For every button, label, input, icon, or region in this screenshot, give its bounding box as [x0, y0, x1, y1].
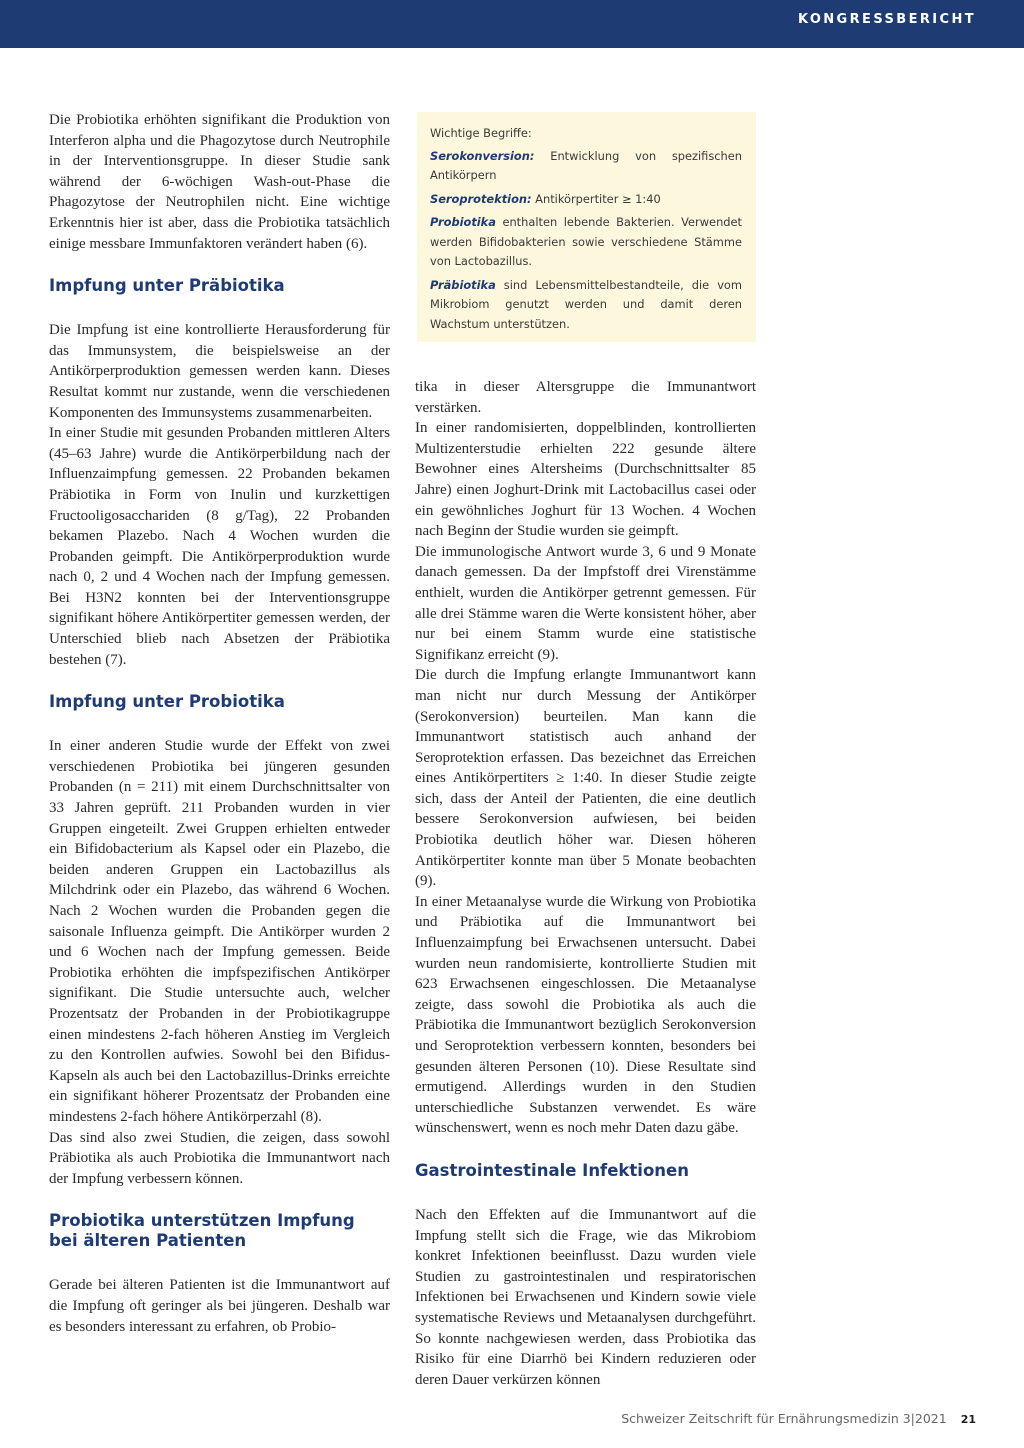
heading-gastrointestinale-infektionen: Gastrointestinale Infektionen: [415, 1160, 689, 1180]
paragraph: In einer randomisierten, doppelblinden, kontrollierten Multizenterstudie erhielten 222 gesunde ältere Bewohner eines Altersheims (Durchschnittsalter 85 Jahre) einen Joghurt-Drink mit Lactobacillus casei oder ein gewöhnliches Joghurt für 13 Wochen. 4 Wochen nach Beginn der Studie wurden sie geimpft.: [415, 420, 756, 540]
journal-title: Schweizer Zeitschrift für Ernährungsmedizin 3|2021: [621, 1411, 947, 1426]
paragraph: In einer anderen Studie wurde der Effekt von zwei verschiedenen Probiotika bei jüngeren gesunden Probanden (n = 211) mit einem Durchschnittsalter von 33 Jahren geprüft. 211 Probanden wurden in vier Gruppen eingeteilt. Zwei Gruppen erhielten entweder ein Bifidobacterium als Kapsel oder ein Plazebo, die beiden anderen Gruppen ein Lactobazillus als Milchdrink oder ein Plazebo, das während 6 Wochen. Nach 2 Wochen wurden die Probanden gegen die saisonale Influenza geimpft. Die Antikörper wurden 2 und 6 Wochen nach der Impfung gemessen. Beide Probiotika erhöhten die impfspezifischen Antikörper signifikant. Die Studie untersuchte auch, welcher Prozentsatz der Probanden in der Probiotikagruppe einen mindestens 2-fach höheren Anstieg im Vergleich zu den Kontrollen aufwies. Sowohl bei den Bifidus-Kapseln als auch bei den Lactobazillus-Drinks erreichte ein signifikant höherer Prozentsatz der Probanden eine mindestens 2-fach höhere Antikörperzahl (8).: [49, 738, 390, 1125]
glossary-term-definition: enthalten lebende Bakterien. Verwendet werden Bifidobakterien sowie verschiedene Stämme von Lactobazillus.: [430, 215, 742, 268]
page-number: 21: [960, 1413, 976, 1426]
glossary-term-name: Präbiotika: [430, 277, 496, 292]
heading-aeltere-patienten: [49, 1211, 390, 1251]
section-label: KONGRESSBERICHT: [797, 12, 976, 27]
right-column: [415, 377, 756, 1390]
paragraph: Die durch die Impfung erlangte Immunantwort kann man nicht nur durch Messung der Antikörper (Serokonversion) beurteilen. Man kann die Immunantwort statistisch auch anhand der Seroprotektion erfassen. Das bezeichnet das Erreichen eines Antikörpertiters ≥ 1:40. In dieser Studie zeigte sich, dass der Anteil der Patienten, die eine deutlich bessere Serokonversion aufwiesen, bei beiden Probiotika deutlich höher war. Diesen höheren Antikörpertiter konnte man über 5 Monate beobachten (9).: [415, 667, 756, 890]
header-bar: [0, 0, 1024, 48]
glossary-term-praebiotika: [430, 276, 742, 335]
left-column: [49, 110, 390, 1337]
glossary-term-name: Seroprotektion:: [430, 191, 532, 206]
paragraph: Nach den Effekten auf die Immunantwort auf die Impfung stellt sich die Frage, wie das Mikrobiom konkret Infektionen beeinflusst. Dazu wurden viele Studien zu gastrointestinalen und respiratorischen Infektionen bei Erwachsenen und Kindern sowie viele systematische Reviews und Metaanalysen durchgeführt. So konnte nachgewiesen werden, dass Probiotika das Risiko für eine Diarrhö bei Kindern reduzieren oder deren Dauer verkürzen können: [415, 1206, 756, 1388]
glossary-box: [417, 112, 756, 342]
glossary-term-name: Serokonversion:: [430, 148, 535, 163]
glossary-term-definition: sind Lebensmittelbestandteile, die vom Mikrobiom genutzt werden und damit deren Wachstum unterstützen.: [430, 277, 742, 331]
paragraph: Die immunologische Antwort wurde 3, 6 und 9 Monate danach gemessen. Da der Impfstoff drei Virenstämme enthielt, wurden die Antikörper getrennt gemessen. Für alle drei Stämme waren die Werte konsistent höher, aber nur bei einem Stamm wurde eine statistische Signifikanz erreicht (9).: [415, 543, 756, 663]
heading-impfung-praebiotika: Impfung unter Präbiotika: [49, 276, 285, 296]
page-footer: [621, 1411, 976, 1426]
heading-impfung-probiotika: Impfung unter Probiotika: [49, 692, 285, 712]
glossary-term-definition: Entwicklung von spezifischen Antikörpern: [430, 148, 742, 182]
paragraph: Die Impfung ist eine kontrollierte Herausforderung für das Immunsystem, die beispielsweise an der Antikörperproduktion gemessen werden kann. Dieses Resultat kommt nur zustande, wenn die verschiedenen Komponenten des Immunsystems zusammenarbeiten.: [49, 322, 390, 421]
heading-line: bei älteren Patienten: [49, 1231, 247, 1251]
paragraph: Gerade bei älteren Patienten ist die Immunantwort auf die Impfung oft geringer als bei jüngeren. Deshalb war es besonders interessant zu erfahren, ob Probio-: [49, 1277, 390, 1335]
heading-line: Probiotika unterstützen Impfung: [49, 1211, 355, 1231]
glossary-title: Wichtige Begriffe:: [430, 126, 532, 140]
glossary-term-serokonversion: [430, 147, 742, 186]
glossary-term-name: Probiotika: [430, 215, 496, 229]
glossary-term-definition: Antikörpertiter ≥ 1:40: [531, 191, 661, 206]
glossary-term-probiotika: [430, 213, 742, 272]
paragraph: tika in dieser Altersgruppe die Immunantwort verstärken.: [415, 379, 756, 416]
paragraph: Das sind also zwei Studien, die zeigen, dass sowohl Präbiotika als auch Probiotika die Immunantwort nach der Impfung verbessern können.: [49, 1129, 390, 1187]
paragraph: In einer Studie mit gesunden Probanden mittleren Alters (45–63 Jahre) wurde die Antikörperbildung nach der Influenzaimpfung gemessen. 22 Probanden bekamen Präbiotika in Form von Inulin und kurzkettigen Fructooligosacchariden (8 g/Tag), 22 Probanden bekamen Plazebo. Nach 4 Wochen wurden die Probanden geimpft. Die Antikörperproduktion wurde nach 0, 2 und 4 Wochen nach der Impfung gemessen. Bei H3N2 konnten bei der Interventionsgruppe signifikant höhere Antikörpertiter gemessen werden, der Unterschied blieb nach Absetzen der Präbiotika bestehen (7).: [49, 425, 390, 668]
paragraph: In einer Metaanalyse wurde die Wirkung von Probiotika und Präbiotika auf die Immunantwort bei Influenzaimpfung bei Erwachsenen untersucht. Dabei wurden neun randomisierte, kontrollierte Studien mit 623 Erwachsenen eingeschlossen. Die Metaanalyse zeigte, dass sowohl die Probiotika als auch die Präbiotika die Immunantwort bezüglich Serokonversion und Seroprotektion verbessern konnten, besonders bei gesunden älteren Personen (10). Diese Resultate sind ermutigend. Allerdings wurden in den Studien unterschiedliche Substanzen verwendet. Es wäre wünschenswert, wenn es noch mehr Daten dazu gäbe.: [415, 893, 756, 1137]
paragraph: Die Probiotika erhöhten signifikant die Produktion von Interferon alpha und die Phagozytose durch Neutrophile in der Interventionsgruppe. In dieser Studie sank während der 6-wöchigen Wash-out-Phase die Phagozytose der Neutrophilen nicht. Eine wichtige Erkenntnis hier ist aber, dass die Probiotika tatsächlich einige messbare Immunfaktoren verändert haben (6).: [49, 112, 390, 252]
glossary-term-seroprotektion: [430, 190, 742, 210]
